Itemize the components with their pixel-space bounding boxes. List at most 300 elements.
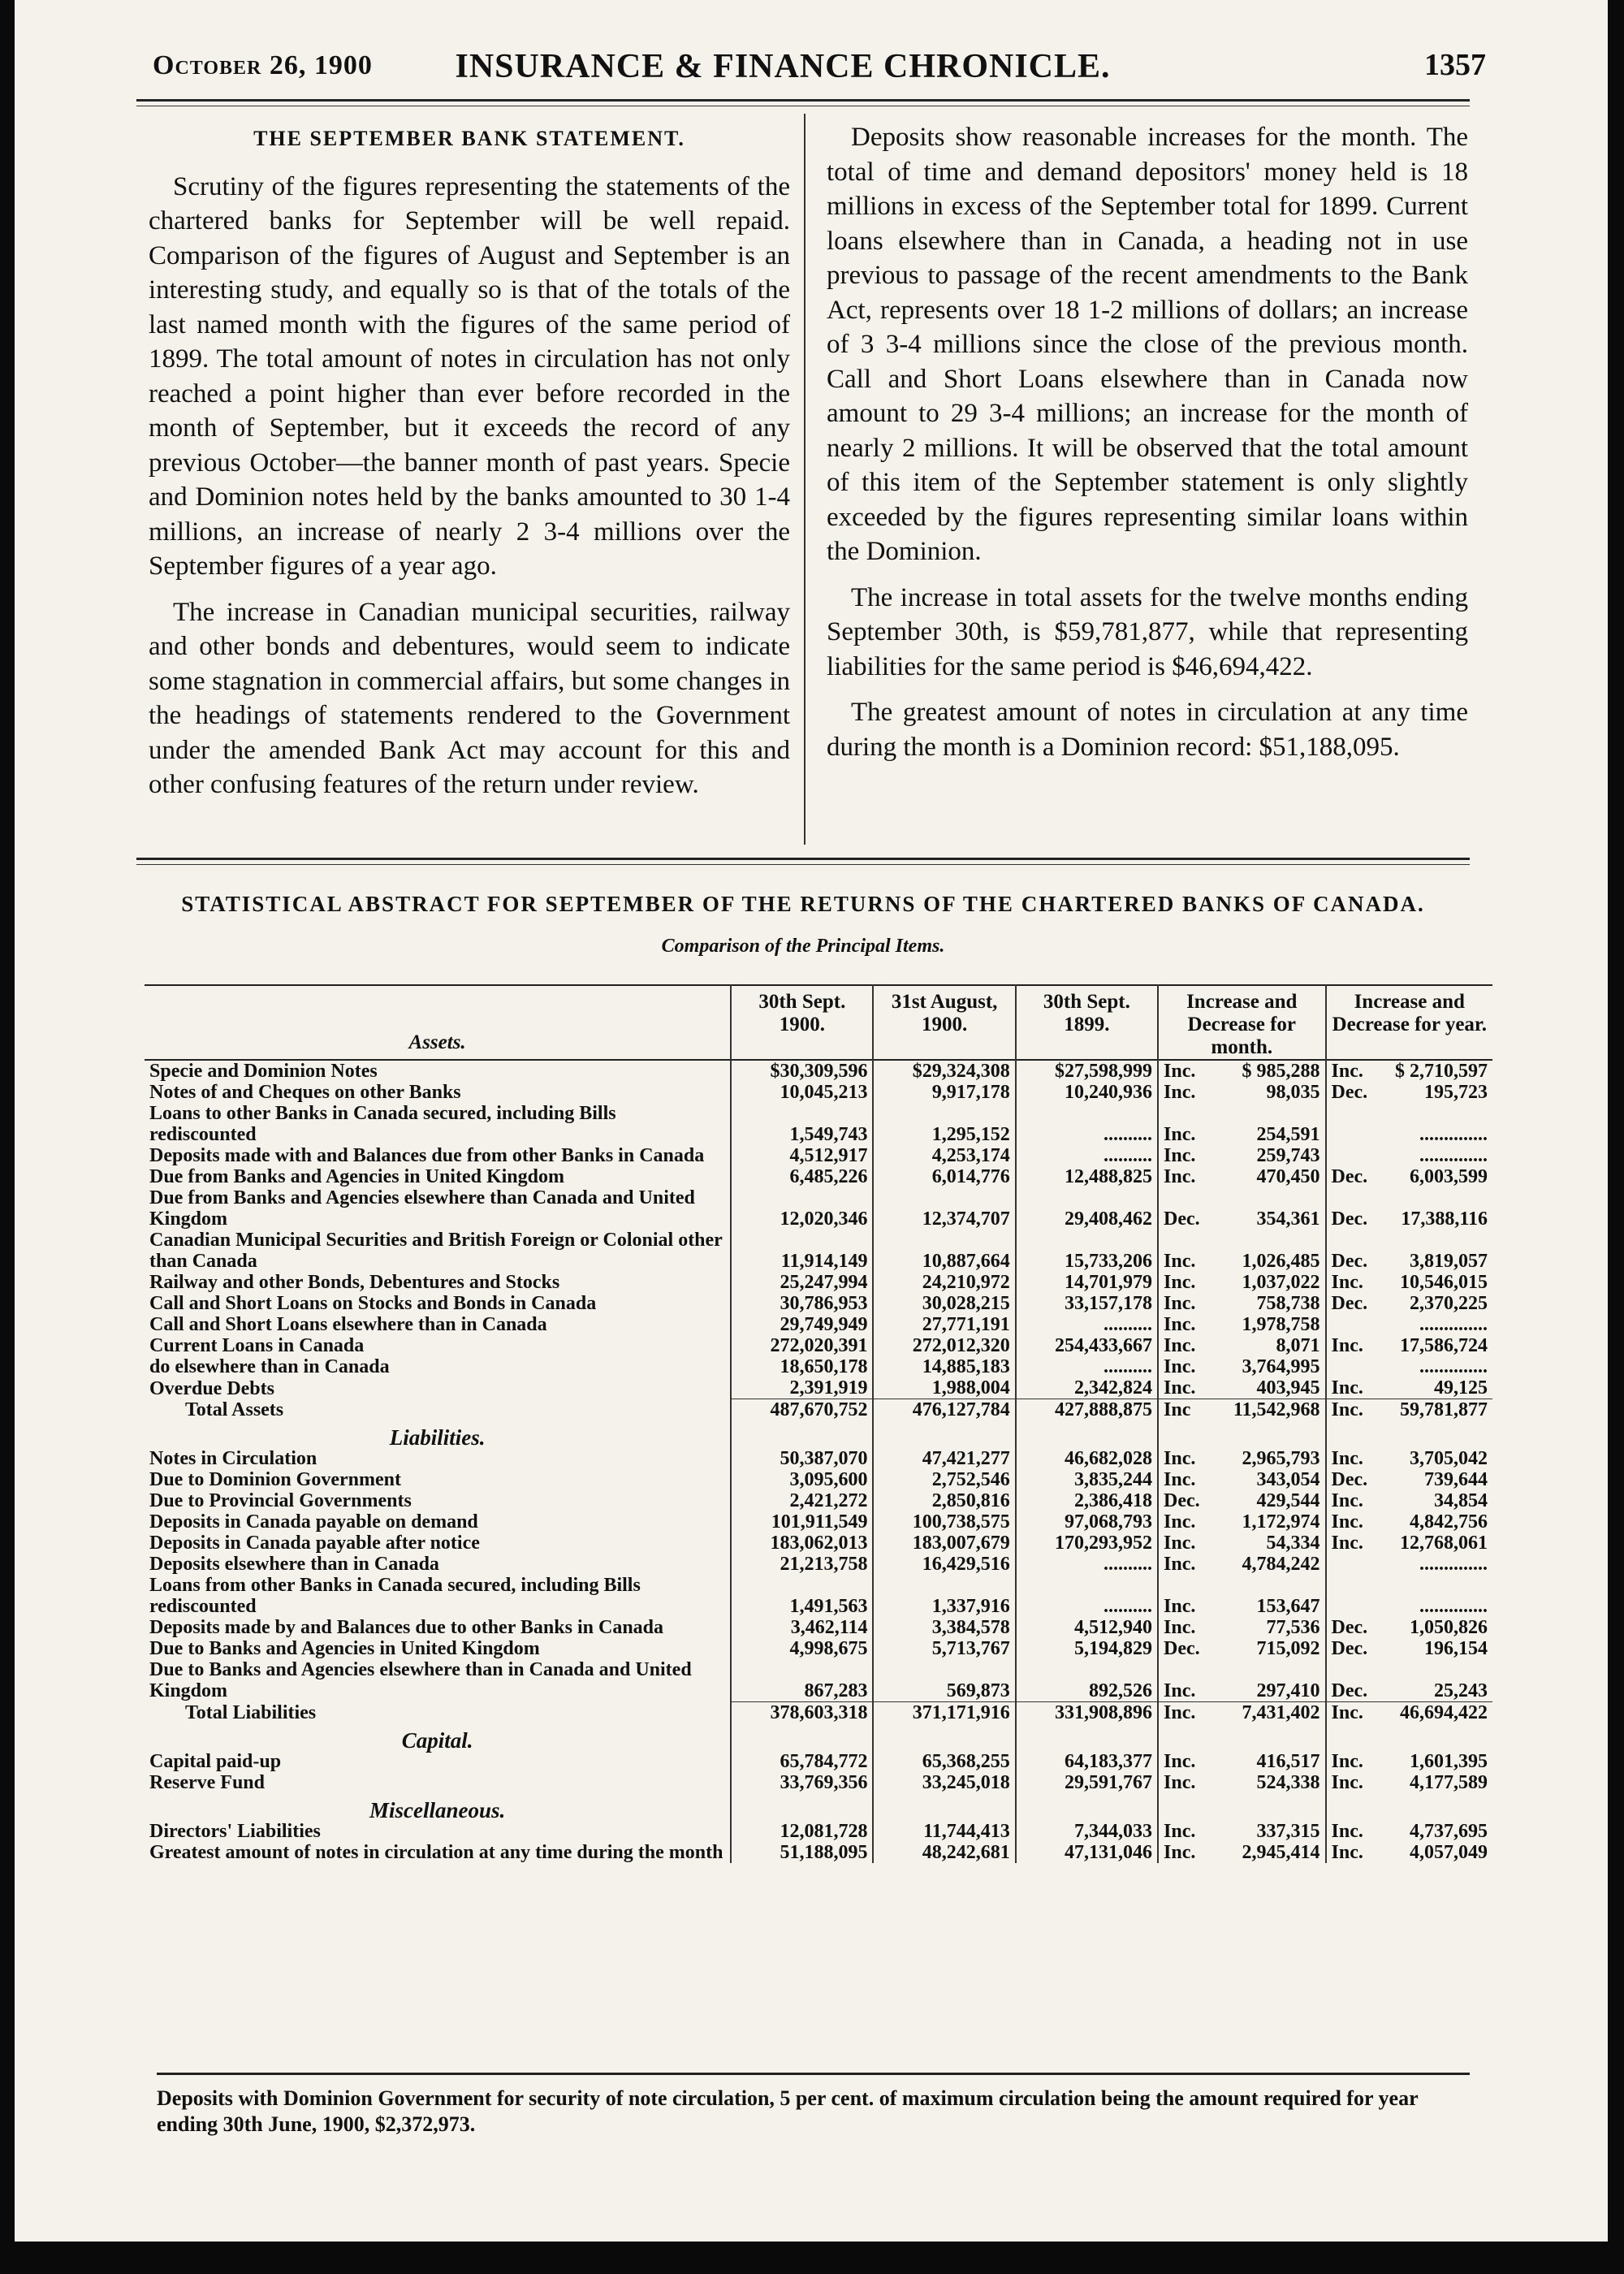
value-aug-1900: 33,245,018 — [873, 1772, 1015, 1793]
value-sep-1899: 170,293,952 — [1016, 1533, 1158, 1554]
value-sep-1899: 33,157,178 — [1016, 1293, 1158, 1314]
table-row — [145, 1638, 1492, 1659]
empty-cell — [1326, 1420, 1493, 1448]
row-label: Due from Banks and Agencies elsewhere than Canada and United Kingdom — [149, 1187, 695, 1230]
value-sep-1900: 3,095,600 — [731, 1469, 873, 1490]
value-sep-1899: 14,701,979 — [1016, 1272, 1158, 1293]
table-row — [145, 1490, 1492, 1511]
table-row — [145, 1335, 1492, 1356]
value-sep-1899: $27,598,999 — [1016, 1060, 1158, 1082]
table-row — [145, 1617, 1492, 1638]
month-change-indicator: Inc. — [1158, 1082, 1212, 1103]
month-change-indicator: Inc. — [1158, 1772, 1212, 1793]
month-change-indicator: Inc. — [1158, 1314, 1212, 1335]
section-heading-row — [145, 1793, 1492, 1821]
value-aug-1900: 16,429,516 — [873, 1554, 1015, 1575]
row-label: Greatest amount of notes in circulation at any time during the month — [149, 1841, 723, 1863]
month-change-indicator: Dec. — [1158, 1187, 1212, 1230]
year-change-value: 3,705,042 — [1410, 1448, 1488, 1469]
month-change-value: 7,431,402 — [1213, 1701, 1326, 1723]
value-sep-1899: 29,591,767 — [1016, 1772, 1158, 1793]
year-change-value: 196,154 — [1424, 1638, 1488, 1659]
month-change-indicator: Inc — [1158, 1399, 1212, 1421]
empty-cell — [1158, 1793, 1325, 1821]
value-aug-1900: 47,421,277 — [873, 1448, 1015, 1469]
value-sep-1899: 3,835,244 — [1016, 1469, 1158, 1490]
row-label: Deposits elsewhere than in Canada — [149, 1554, 439, 1575]
row-label: Reserve Fund — [149, 1771, 265, 1793]
table-row — [145, 1448, 1492, 1469]
value-sep-1900: 12,081,728 — [731, 1821, 873, 1842]
value-sep-1900: 3,462,114 — [731, 1617, 873, 1638]
value-aug-1900: 48,242,681 — [873, 1842, 1015, 1863]
row-label: Call and Short Loans elsewhere than in Canada — [149, 1314, 547, 1335]
month-change-value: 54,334 — [1266, 1533, 1320, 1554]
page-number: 1357 — [1424, 48, 1486, 82]
table-row — [145, 1554, 1492, 1575]
abstract-title: STATISTICAL ABSTRACT FOR SEPTEMBER OF THE RETURNS OF THE CHARTERED BANKS OF CANADA. — [181, 892, 1425, 916]
table-row — [145, 1469, 1492, 1490]
row-label: Notes in Circulation — [149, 1448, 317, 1469]
table-row — [145, 1230, 1492, 1272]
issue-date: October 26, 1900 — [153, 50, 373, 80]
row-label: Due to Banks and Agencies elsewhere than in Canada and United Kingdom — [149, 1659, 692, 1701]
article-right-column — [827, 120, 1468, 764]
value-sep-1900: 4,512,917 — [731, 1145, 873, 1166]
abstract-subtitle: Comparison of the Principal Items. — [661, 936, 945, 957]
value-aug-1900: 10,887,664 — [873, 1230, 1015, 1272]
value-sep-1899: 97,068,793 — [1016, 1511, 1158, 1533]
col-header-aug1900: 31st August, 1900. — [873, 985, 1015, 1060]
month-change-value: 715,092 — [1256, 1638, 1320, 1659]
section-heading-row — [145, 1420, 1492, 1448]
value-sep-1900: 1,491,563 — [731, 1575, 873, 1617]
year-change-indicator: Inc. — [1326, 1377, 1380, 1399]
section-rule — [136, 858, 1470, 860]
row-label: Due to Dominion Government — [149, 1469, 401, 1490]
year-change-indicator: Inc. — [1326, 1399, 1380, 1421]
row-label: Overdue Debts — [149, 1377, 274, 1399]
value-sep-1900: 50,387,070 — [731, 1448, 873, 1469]
value-sep-1899: 5,194,829 — [1016, 1638, 1158, 1659]
month-change-value: 4,784,242 — [1242, 1554, 1320, 1575]
year-change-value: 2,370,225 — [1410, 1293, 1488, 1314]
year-change-indicator: Dec. — [1326, 1617, 1380, 1638]
value-sep-1899: 15,733,206 — [1016, 1230, 1158, 1272]
value-sep-1900: $30,309,596 — [731, 1060, 873, 1082]
value-sep-1900: 2,421,272 — [731, 1490, 873, 1511]
month-change-indicator: Dec. — [1158, 1638, 1212, 1659]
value-sep-1900: 6,485,226 — [731, 1166, 873, 1187]
table-row — [145, 1511, 1492, 1533]
month-change-indicator: Inc. — [1158, 1145, 1212, 1166]
year-change-value: 25,243 — [1434, 1680, 1488, 1701]
month-change-indicator: Inc. — [1158, 1448, 1212, 1469]
year-change-value: 49,125 — [1434, 1377, 1488, 1399]
row-label: Directors' Liabilities — [149, 1820, 321, 1842]
year-change-value: 4,842,756 — [1410, 1511, 1488, 1533]
month-change-indicator: Inc. — [1158, 1335, 1212, 1356]
value-sep-1900: 2,391,919 — [731, 1377, 873, 1399]
year-change-value: 12,768,061 — [1400, 1533, 1488, 1554]
row-label: Capital paid-up — [149, 1750, 282, 1772]
header-rule — [136, 99, 1470, 102]
empty-cell — [1016, 1793, 1158, 1821]
table-body — [145, 1060, 1492, 1863]
value-aug-1900: 12,374,707 — [873, 1187, 1015, 1230]
row-label: Specie and Dominion Notes — [149, 1061, 378, 1082]
publication-title: INSURANCE & FINANCE CHRONICLE. — [455, 48, 1111, 85]
year-change-value: 3,819,057 — [1410, 1251, 1488, 1272]
empty-cell — [873, 1723, 1015, 1751]
value-sep-1900: 65,784,772 — [731, 1751, 873, 1772]
value-sep-1899: 2,342,824 — [1016, 1377, 1158, 1399]
year-change-indicator: Inc. — [1326, 1821, 1380, 1842]
newspaper-page — [15, 0, 1608, 2242]
month-change-value: 1,026,485 — [1242, 1251, 1320, 1272]
value-sep-1899: 47,131,046 — [1016, 1842, 1158, 1863]
month-change-value: 2,965,793 — [1242, 1448, 1320, 1469]
month-change-value: 2,945,414 — [1242, 1841, 1320, 1863]
value-aug-1900: 14,885,183 — [873, 1356, 1015, 1377]
value-sep-1899: .......... — [1016, 1554, 1158, 1575]
empty-cell — [1158, 1420, 1325, 1448]
empty-cell — [731, 1420, 873, 1448]
row-label: Total Assets — [185, 1399, 284, 1420]
value-aug-1900: 6,014,776 — [873, 1166, 1015, 1187]
month-change-indicator: Inc. — [1158, 1356, 1212, 1377]
month-change-value: 11,542,968 — [1213, 1399, 1326, 1421]
month-change-indicator: Inc. — [1158, 1103, 1212, 1145]
year-change-value: .............. — [1419, 1554, 1488, 1575]
month-change-value: 259,743 — [1256, 1145, 1320, 1166]
value-sep-1900: 25,247,994 — [731, 1272, 873, 1293]
section-heading-row — [145, 1723, 1492, 1751]
empty-cell — [731, 1793, 873, 1821]
month-change-indicator: Inc. — [1158, 1575, 1212, 1617]
empty-cell — [1016, 1420, 1158, 1448]
row-label: Railway and other Bonds, Debentures and Stocks — [149, 1272, 560, 1293]
month-change-value: $ 985,288 — [1242, 1061, 1320, 1082]
table-row — [145, 1166, 1492, 1187]
value-sep-1900: 29,749,949 — [731, 1314, 873, 1335]
row-label: Notes of and Cheques on other Banks — [149, 1082, 461, 1103]
value-sep-1899: 7,344,033 — [1016, 1821, 1158, 1842]
col-header-sep1900: 30th Sept. 1900. — [731, 985, 873, 1060]
value-sep-1900: 867,283 — [731, 1659, 873, 1701]
month-change-indicator: Inc. — [1158, 1166, 1212, 1187]
table-row — [145, 1533, 1492, 1554]
month-change-value: 1,172,974 — [1242, 1511, 1320, 1533]
value-sep-1899: 4,512,940 — [1016, 1617, 1158, 1638]
month-change-indicator: Inc. — [1158, 1533, 1212, 1554]
year-change-indicator: Dec. — [1326, 1293, 1380, 1314]
row-label: Call and Short Loans on Stocks and Bonds in Canada — [149, 1293, 597, 1314]
value-aug-1900: 1,295,152 — [873, 1103, 1015, 1145]
value-sep-1899: 427,888,875 — [1016, 1399, 1158, 1421]
value-sep-1900: 378,603,318 — [731, 1701, 873, 1723]
section-rule-thin — [136, 864, 1470, 865]
year-change-indicator — [1326, 1554, 1380, 1575]
table-row — [145, 1082, 1492, 1103]
month-change-value: 77,536 — [1266, 1617, 1320, 1638]
row-label: Current Loans in Canada — [149, 1335, 365, 1356]
col-header-assets: Assets. — [408, 1031, 466, 1053]
value-aug-1900: 4,253,174 — [873, 1145, 1015, 1166]
row-label: Total Liabilities — [185, 1701, 317, 1723]
month-change-indicator: Dec. — [1158, 1490, 1212, 1511]
year-change-indicator: Inc. — [1326, 1272, 1380, 1293]
month-change-indicator: Inc. — [1158, 1511, 1212, 1533]
value-sep-1899: 64,183,377 — [1016, 1751, 1158, 1772]
month-change-indicator: Inc. — [1158, 1701, 1212, 1723]
month-change-indicator: Inc. — [1158, 1060, 1212, 1082]
year-change-value: $ 2,710,597 — [1395, 1061, 1488, 1082]
value-sep-1900: 10,045,213 — [731, 1082, 873, 1103]
year-change-indicator: Inc. — [1326, 1060, 1380, 1082]
month-change-value: 8,071 — [1276, 1335, 1320, 1356]
month-change-indicator: Inc. — [1158, 1751, 1212, 1772]
month-change-indicator: Inc. — [1158, 1554, 1212, 1575]
year-change-indicator — [1326, 1356, 1380, 1377]
section-heading: Capital. — [401, 1727, 473, 1753]
empty-cell — [1158, 1723, 1325, 1751]
value-sep-1900: 487,670,752 — [731, 1399, 873, 1421]
article-paragraph: The increase in total assets for the twelve months ending September 30th, is $59,781,877, while that representing liabilities for the same period is $46,694,422. — [827, 582, 1468, 681]
month-change-indicator: Inc. — [1158, 1230, 1212, 1272]
row-label: Loans to other Banks in Canada secured, including Bills rediscounted — [149, 1103, 616, 1145]
table-row — [145, 1659, 1492, 1701]
col-header-year: Increase and Decrease for year. — [1326, 985, 1493, 1060]
value-aug-1900: 272,012,320 — [873, 1335, 1015, 1356]
section-heading: Miscellaneous. — [369, 1797, 506, 1822]
table-row — [145, 1821, 1492, 1842]
value-sep-1899: 29,408,462 — [1016, 1187, 1158, 1230]
value-aug-1900: 100,738,575 — [873, 1511, 1015, 1533]
value-sep-1900: 21,213,758 — [731, 1554, 873, 1575]
month-change-value: 354,361 — [1256, 1208, 1320, 1230]
row-label: do elsewhere than in Canada — [149, 1356, 390, 1377]
year-change-indicator: Dec. — [1326, 1638, 1380, 1659]
value-sep-1900: 183,062,013 — [731, 1533, 873, 1554]
year-change-value: 10,546,015 — [1400, 1272, 1488, 1293]
month-change-indicator: Inc. — [1158, 1272, 1212, 1293]
year-change-indicator: Inc. — [1326, 1772, 1380, 1793]
value-aug-1900: 65,368,255 — [873, 1751, 1015, 1772]
value-aug-1900: 183,007,679 — [873, 1533, 1015, 1554]
value-aug-1900: 569,873 — [873, 1659, 1015, 1701]
article-paragraph: The greatest amount of notes in circulation at any time during the month is a Dominion record: $51,188,095. — [827, 698, 1468, 762]
month-change-value: 470,450 — [1256, 1166, 1320, 1187]
month-change-value: 403,945 — [1256, 1377, 1320, 1399]
value-sep-1900: 1,549,743 — [731, 1103, 873, 1145]
month-change-value: 429,544 — [1256, 1490, 1320, 1511]
year-change-value: .............. — [1419, 1596, 1488, 1617]
year-change-value: 6,003,599 — [1410, 1166, 1488, 1187]
year-change-indicator: Inc. — [1326, 1511, 1380, 1533]
value-sep-1900: 11,914,149 — [731, 1230, 873, 1272]
article-paragraph: Scrutiny of the figures representing the statements of the chartered banks for September will be well repaid. Comparison of the figures of August and September is an interesting study, and equally so is that of the totals of the last named month with the figures of the same period of 1899. The total amount of notes in circulation has not only reached a point higher than ever before recorded in the month of September, but it exceeds the record of any previous October—the banner month of past years. Specie and Dominion notes held by the banks amounted to 30 1-4 millions, an increase of nearly 2 3-4 millions over the September figures of a year ago. — [149, 171, 790, 581]
row-label: Due to Provincial Governments — [149, 1490, 412, 1511]
table-row — [145, 1751, 1492, 1772]
year-change-value: .............. — [1419, 1124, 1488, 1145]
year-change-value: 4,737,695 — [1410, 1820, 1488, 1842]
value-aug-1900: 371,171,916 — [873, 1701, 1015, 1723]
table-row — [145, 1842, 1492, 1863]
year-change-indicator: Inc. — [1326, 1490, 1380, 1511]
page-header — [136, 42, 1486, 91]
year-change-indicator — [1326, 1575, 1380, 1617]
empty-cell — [1326, 1793, 1493, 1821]
month-change-value: 524,338 — [1256, 1771, 1320, 1793]
row-label: Deposits in Canada payable after notice — [149, 1533, 480, 1554]
value-sep-1899: 46,682,028 — [1016, 1448, 1158, 1469]
year-change-value: 195,723 — [1424, 1082, 1488, 1103]
value-sep-1899: .......... — [1016, 1356, 1158, 1377]
value-sep-1900: 33,769,356 — [731, 1772, 873, 1793]
year-change-indicator: Inc. — [1326, 1448, 1380, 1469]
year-change-value: 34,854 — [1434, 1490, 1488, 1511]
value-sep-1899: 12,488,825 — [1016, 1166, 1158, 1187]
month-change-value: 3,764,995 — [1242, 1356, 1320, 1377]
month-change-value: 153,647 — [1256, 1596, 1320, 1617]
year-change-indicator — [1326, 1145, 1380, 1166]
month-change-value: 758,738 — [1256, 1293, 1320, 1314]
value-aug-1900: 24,210,972 — [873, 1272, 1015, 1293]
year-change-value: 17,586,724 — [1400, 1335, 1488, 1356]
value-sep-1900: 12,020,346 — [731, 1187, 873, 1230]
year-change-indicator: Inc. — [1326, 1533, 1380, 1554]
month-change-value: 416,517 — [1256, 1750, 1320, 1772]
footnote-rule — [157, 2073, 1470, 2075]
row-label: Loans from other Banks in Canada secured, including Bills rediscounted — [149, 1575, 641, 1617]
year-change-indicator: Dec. — [1326, 1082, 1380, 1103]
article-paragraph: Deposits show reasonable increases for the month. The total of time and demand depositors' money held is 18 millions in excess of the September total for 1899. Current loans elsewhere than in Canada, a heading not in use previous to passage of the recent amendments to the Bank Act, represents over 18 1-2 millions of dollars; an increase of 3 3-4 millions since the close of the previous month. Call and Short Loans elsewhere than in Canada now amount to 29 3-4 millions; an increase for the month of nearly 2 millions. It will be observed that the total amount of this item of the September statement is only slightly exceeded by the figures representing similar loans within the Dominion. — [827, 123, 1468, 566]
row-label: Due from Banks and Agencies in United Kingdom — [149, 1166, 564, 1187]
row-label: Canadian Municipal Securities and British Foreign or Colonial other than Canada — [149, 1230, 723, 1272]
empty-cell — [731, 1723, 873, 1751]
value-sep-1899: .......... — [1016, 1145, 1158, 1166]
month-change-indicator: Inc. — [1158, 1821, 1212, 1842]
section-heading: Liabilities. — [389, 1425, 486, 1450]
year-change-value: 46,694,422 — [1380, 1701, 1492, 1723]
value-sep-1900: 30,786,953 — [731, 1293, 873, 1314]
article-heading: THE SEPTEMBER BANK STATEMENT. — [253, 127, 685, 150]
month-change-value: 98,035 — [1266, 1082, 1320, 1103]
table-row — [145, 1272, 1492, 1293]
col-header-sep1899: 30th Sept. 1899. — [1016, 985, 1158, 1060]
empty-cell — [1016, 1723, 1158, 1751]
year-change-value: .............. — [1419, 1314, 1488, 1335]
year-change-value: 17,388,116 — [1401, 1208, 1488, 1230]
month-change-value: 254,591 — [1256, 1124, 1320, 1145]
month-change-value: 1,978,758 — [1242, 1314, 1320, 1335]
value-sep-1900: 272,020,391 — [731, 1335, 873, 1356]
year-change-indicator: Inc. — [1326, 1701, 1380, 1723]
article-left-column — [149, 122, 790, 802]
year-change-indicator: Dec. — [1326, 1659, 1380, 1701]
year-change-indicator: Inc. — [1326, 1842, 1380, 1863]
month-change-value: 297,410 — [1256, 1680, 1320, 1701]
month-change-indicator: Inc. — [1158, 1617, 1212, 1638]
year-change-indicator: Dec. — [1326, 1469, 1380, 1490]
year-change-value: 739,644 — [1424, 1469, 1488, 1490]
table-row — [145, 1772, 1492, 1793]
value-sep-1900: 51,188,095 — [731, 1842, 873, 1863]
value-aug-1900: 2,752,546 — [873, 1469, 1015, 1490]
article-paragraph: The increase in Canadian municipal securities, railway and other bonds and debentures, would seem to indicate some stagnation in commercial affairs, but some changes in the headings of statements rendered to the Government under the amended Bank Act may account for this and other confusing features of the return under review. — [149, 597, 790, 799]
empty-cell — [873, 1793, 1015, 1821]
year-change-indicator: Dec. — [1326, 1187, 1380, 1230]
month-change-value: 343,054 — [1256, 1469, 1320, 1490]
value-sep-1899: 2,386,418 — [1016, 1490, 1158, 1511]
table-row — [145, 1187, 1492, 1230]
value-aug-1900: 2,850,816 — [873, 1490, 1015, 1511]
value-sep-1899: .......... — [1016, 1575, 1158, 1617]
table-row — [145, 1293, 1492, 1314]
month-change-indicator: Inc. — [1158, 1842, 1212, 1863]
table-row — [145, 1060, 1492, 1082]
month-change-indicator: Inc. — [1158, 1659, 1212, 1701]
month-change-value: 1,037,022 — [1242, 1272, 1320, 1293]
value-sep-1900: 101,911,549 — [731, 1511, 873, 1533]
value-aug-1900: 9,917,178 — [873, 1082, 1015, 1103]
year-change-value: .............. — [1419, 1145, 1488, 1166]
value-sep-1899: 892,526 — [1016, 1659, 1158, 1701]
table-row — [145, 1377, 1492, 1399]
table-row — [145, 1575, 1492, 1617]
value-aug-1900: $29,324,308 — [873, 1060, 1015, 1082]
year-change-value: .............. — [1419, 1356, 1488, 1377]
total-row — [145, 1701, 1492, 1723]
year-change-indicator: Dec. — [1326, 1166, 1380, 1187]
value-aug-1900: 3,384,578 — [873, 1617, 1015, 1638]
row-label: Due to Banks and Agencies in United Kingdom — [149, 1638, 540, 1659]
empty-cell — [1326, 1723, 1493, 1751]
value-sep-1899: 10,240,936 — [1016, 1082, 1158, 1103]
statistical-abstract-table — [145, 984, 1492, 1863]
value-aug-1900: 1,988,004 — [873, 1377, 1015, 1399]
year-change-value: 59,781,877 — [1380, 1399, 1492, 1421]
table-row — [145, 1356, 1492, 1377]
value-aug-1900: 5,713,767 — [873, 1638, 1015, 1659]
year-change-value: 4,177,589 — [1410, 1771, 1488, 1793]
value-sep-1900: 4,998,675 — [731, 1638, 873, 1659]
row-label: Deposits made with and Balances due from other Banks in Canada — [149, 1145, 705, 1166]
month-change-indicator: Inc. — [1158, 1469, 1212, 1490]
value-sep-1899: 254,433,667 — [1016, 1335, 1158, 1356]
value-sep-1899: .......... — [1016, 1314, 1158, 1335]
row-label: Deposits made by and Balances due to other Banks in Canada — [149, 1617, 664, 1638]
value-aug-1900: 11,744,413 — [873, 1821, 1015, 1842]
value-aug-1900: 30,028,215 — [873, 1293, 1015, 1314]
value-aug-1900: 476,127,784 — [873, 1399, 1015, 1421]
value-sep-1900: 18,650,178 — [731, 1356, 873, 1377]
row-label: Deposits in Canada payable on demand — [149, 1511, 478, 1533]
year-change-indicator: Dec. — [1326, 1230, 1380, 1272]
table-row — [145, 1103, 1492, 1145]
value-aug-1900: 27,771,191 — [873, 1314, 1015, 1335]
year-change-value: 1,601,395 — [1410, 1750, 1488, 1772]
column-divider — [804, 114, 806, 845]
year-change-indicator: Inc. — [1326, 1751, 1380, 1772]
year-change-indicator: Inc. — [1326, 1335, 1380, 1356]
table-row — [145, 1145, 1492, 1166]
value-aug-1900: 1,337,916 — [873, 1575, 1015, 1617]
total-row — [145, 1399, 1492, 1421]
col-header-month: Increase and Decrease for month. — [1158, 985, 1325, 1060]
empty-cell — [873, 1420, 1015, 1448]
